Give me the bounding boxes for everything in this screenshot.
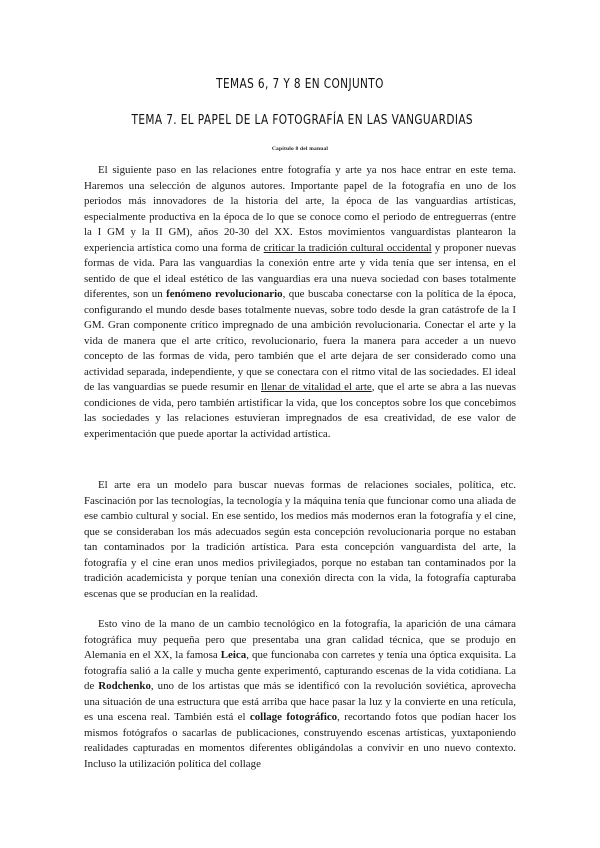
paragraph-1 (84, 163, 516, 442)
text-run: Esto vino de la mano de un cambio tecnológico en la fotografía, la aparición de una cámara fotográfica muy pequeña pero que presentaba una gran calidad técnica, que se produjo en Alemania en el XX, la famosa (84, 618, 516, 661)
document-title: TEMAS 6, 7 Y 8 EN CONJUNTO (216, 76, 384, 92)
bold-text: Leica (220, 649, 247, 661)
bold-text: fenómeno revolucionario (166, 288, 283, 300)
text-run: , que buscaba conectarse con la política de la época, configurando el mundo desde bases totalmente nuevas, sobre todo desde la gran catástrofe de la I GM. Gran componente crítico impregnado de una ambición revolucionaria. Conectar el arte y la vida de manera que el arte crítico, revolucionario, fuera la manera para acceder a un nuevo concepto de las formas de vida, pero también que el arte dejara de ser considerado como una actividad separada, independiente, y que se conectara con el ritmo vital de las sociedades. El ideal de las vanguardias se puede resumir en (84, 288, 516, 393)
underlined-text: llenar de vitalidad el arte (260, 381, 372, 393)
text-run: , que el arte se abra a las nuevas condiciones de vida, pero también artistificar la vida, que los conceptos sobre los que concebimos las sociedades y las relaciones estuvieran impregnados de esa creatividad, de ese valor de experimentación que puede aportar la actividad artística. (84, 381, 516, 440)
text-run: , que funcionaba con carretes y tenía una óptica exquisita. La fotografía salió a la calle y mucha gente experimentó, capturando escenas de la vida cotidiana. La de (84, 649, 516, 692)
underlined-text: criticar la tradición cultural occidental (263, 241, 432, 254)
section-title: TEMA 7. EL PAPEL DE LA FOTOGRAFÍA EN LAS VANGUARDIAS (131, 112, 474, 128)
chapter-caption: Capítulo 8 del manual (271, 146, 329, 152)
bold-text: Rodchenko (98, 680, 151, 692)
paragraph-3 (84, 617, 516, 772)
text-run: El siguiente paso en las relaciones entre fotografía y arte ya nos hace entrar en este tema. Haremos una selección de algunos autores. Importante papel de la fotografía en uno de los periodos más innovadores de la historia del arte, la época de las vanguardias artísticas, especialmente productiva en la época de lo que se conoce como el periodo de entreguerras (entre la I GM y la II GM), años 20-30 del XX. Estos movimientos vanguardistas plantearon la experiencia artística como una forma de (84, 164, 516, 254)
paragraph-2: El arte era un modelo para buscar nuevas formas de relaciones sociales, política, etc. Fascinación por las tecnologías, la tecnología y la máquina tenía que funcionar como una aliada de ese cambio cultural y social. En ese sentido, los medios más modernos eran la fotografía y el cine, que se consideraban los más adecuados según esta concepción revolucionaria porque no estaban tan contaminados por la tradición artística. Para esta concepción vanguardista del arte, la fotografía y el cine eran unos medios privilegiados, porque no estaban tan contaminados por la tradición academicista y porque tenían una conexión directa con la vida, la fotografía capturaba escenas que se producían en la realidad. (84, 479, 516, 600)
text-run: y proponer nuevas formas de vida. Para las vanguardias la conexión entre arte y vida tenía que ser intensa, en el sentido de que el ideal estético de las vanguardias era una nueva sociedad con bases totalmente diferentes, son un (84, 241, 516, 300)
bold-text: collage fotográfico (249, 711, 338, 723)
text-run: , recortando fotos que podían hacer los mismos fotógrafos o sacarlas de publicaciones, construyendo escenas artísticas, yuxtaponiendo realidades capturadas en momentos diferentes obligándolas a convivir en uno nuevo contexto. Incluso la utilización política del collage (84, 711, 516, 770)
text-run: , uno de los artistas que más se identificó con la revolución soviética, aprovecha una situación de una estructura que está arriba que hace pasar la luz y la convierte en una retícula, es una escena real. También está el (84, 680, 516, 723)
